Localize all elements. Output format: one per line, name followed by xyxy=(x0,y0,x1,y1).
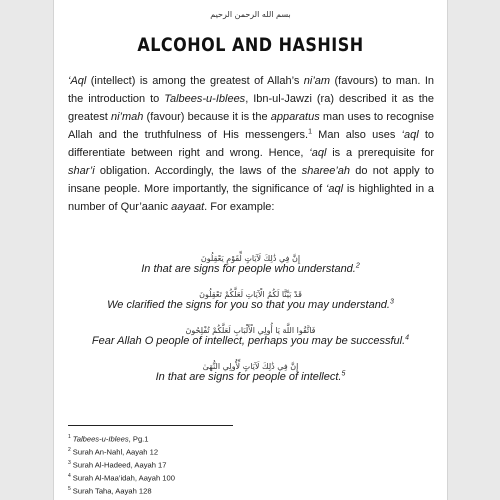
footnote-text: Surah Al-Maa’idah, Aayah 100 xyxy=(72,473,175,483)
footnote-item xyxy=(68,432,175,445)
verse-arabic: إِنَّ فِي ذَٰلِكَ لَآيَاتٍ لِّقَوْمٍ يَعْقِلُونَ xyxy=(200,254,301,263)
text-run: man uses to recognise Allah and the truthfulness of His messengers. xyxy=(68,111,434,141)
text-run: is a prerequisite for xyxy=(326,147,434,159)
footnote-text: , Pg.1 xyxy=(128,434,149,444)
term-niam: ni’am xyxy=(303,75,331,87)
term-nimah: ni’mah xyxy=(110,111,144,123)
text-run: do not apply to insane people. More importantly, the significance of xyxy=(68,165,434,195)
footnote-item xyxy=(68,458,175,471)
bismillah-header: بسم الله الرحمن الرحيم xyxy=(210,10,291,19)
text-run: . For example: xyxy=(204,201,275,213)
verse-block xyxy=(54,290,447,311)
term-aql: ‘aql xyxy=(325,183,344,195)
verse-block xyxy=(54,326,447,347)
verse-arabic: إِنَّ فِي ذَٰلِكَ لَآيَاتٍ لِّأُولِي النُّهَىٰ xyxy=(202,362,299,371)
term-shari: shar’i xyxy=(68,165,95,177)
document-page xyxy=(53,0,448,500)
footnote-ref: 5 xyxy=(341,370,346,378)
text-run: (favours) to man. In the introduction to xyxy=(68,75,434,105)
book-title: Talbees-u-Iblees xyxy=(164,93,246,105)
footnote-divider xyxy=(68,425,233,426)
verse-arabic: قَدْ بَيَّنَّا لَكُمُ الْآيَاتِ لَعَلَّكُمْ تَعْقِلُونَ xyxy=(199,290,302,299)
text-run: obligation. Accordingly, the laws of the xyxy=(94,165,302,177)
footnote-ref: 1 xyxy=(308,128,312,136)
footnote-text: Surah Taha, Aayah 128 xyxy=(72,486,152,496)
footnote-number: 3 xyxy=(68,460,71,467)
term-aql: ‘aql xyxy=(401,129,419,141)
footnote-number: 1 xyxy=(68,434,71,440)
term-shareeah: sharee’ah xyxy=(301,165,351,177)
verse-block xyxy=(54,254,447,275)
verse-translation xyxy=(54,299,447,311)
text-run: , Ibn-ul-Jawzi (ra) described it as the greatest xyxy=(68,93,434,123)
footnote-item xyxy=(68,445,175,458)
text-run: (intellect) is among the greatest of Allah’s xyxy=(86,75,304,87)
verse-translation xyxy=(54,371,447,383)
footnote-ref: 2 xyxy=(355,262,360,270)
translation-text: Fear Allah O people of intellect, perhaps you may be successful. xyxy=(91,335,406,347)
term-aayaat: aayaat xyxy=(171,201,205,213)
term-apparatus: apparatus xyxy=(270,111,320,123)
term-aql: ‘Aql xyxy=(68,75,87,87)
translation-text: We clarified the signs for you so that you may understand. xyxy=(107,299,390,311)
intro-paragraph xyxy=(68,72,434,216)
footnotes xyxy=(68,432,175,497)
chapter-title: ALCOHOL AND HASHISH xyxy=(137,33,364,56)
verse-translation xyxy=(54,335,447,347)
footnote-text: Surah Al-Hadeed, Aayah 17 xyxy=(72,460,167,470)
footnote-ref: 3 xyxy=(389,298,394,306)
text-run: (favour) because it is the xyxy=(143,111,271,123)
translation-text: In that are signs for people who understand. xyxy=(141,263,356,275)
footnote-item xyxy=(68,484,175,497)
footnote-book-title: Talbees-u-Iblees xyxy=(72,434,129,444)
footnote-number: 2 xyxy=(68,447,71,454)
verse-translation xyxy=(54,263,447,275)
verse-arabic: فَاتَّقُوا اللَّهَ يَا أُولِي الْأَلْبَابِ لَعَلَّكُمْ تُفْلِحُونَ xyxy=(185,326,316,335)
text-run: Man also uses xyxy=(311,129,402,141)
footnote-number: 4 xyxy=(68,473,71,480)
footnote-text: Surah An-Nahl, Aayah 12 xyxy=(72,447,159,457)
term-aql: ‘aql xyxy=(309,147,327,159)
verse-block xyxy=(54,362,447,383)
translation-text: In that are signs for people of intellect. xyxy=(155,371,342,383)
footnote-item xyxy=(68,471,175,484)
footnote-number: 5 xyxy=(68,486,71,493)
text-run: is highlighted in a number of Qur’aanic xyxy=(68,183,435,213)
text-run: to differentiate between right and wrong. Hence, xyxy=(68,129,434,159)
footnote-ref: 4 xyxy=(405,334,410,342)
